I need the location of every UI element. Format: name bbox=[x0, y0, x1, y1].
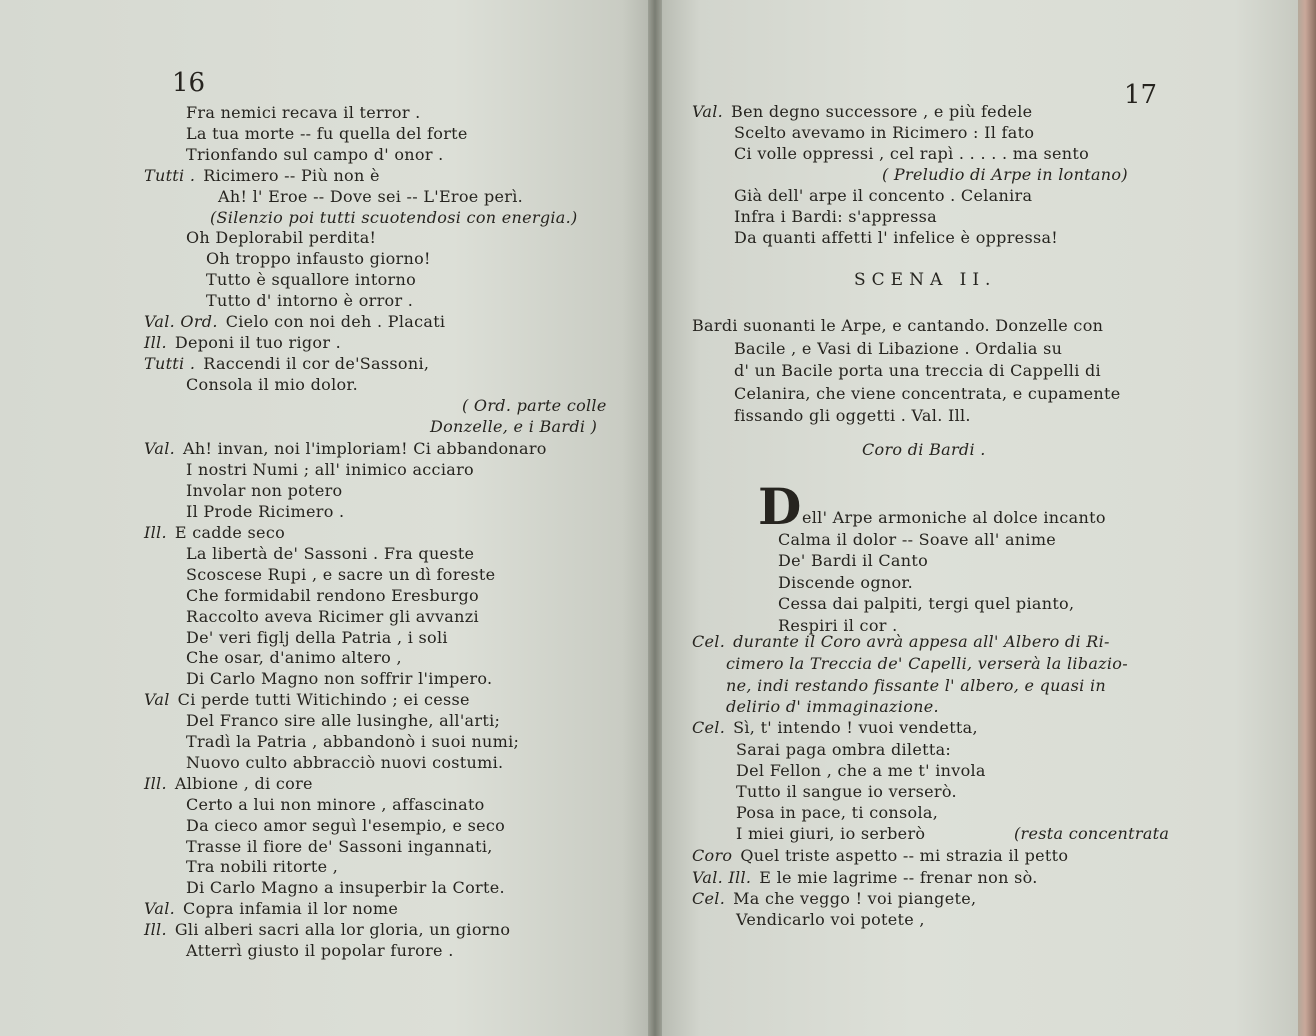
speaker-label: Val. Ord. bbox=[144, 312, 218, 331]
line-text: Ah! l' Eroe -- Dove sei -- L'Eroe perì. bbox=[218, 186, 524, 206]
chorus-line-3: Discende ognor. bbox=[778, 572, 913, 592]
line-text: I nostri Numi ; all' inimico acciaro bbox=[186, 460, 474, 480]
line-text: De' veri figlj della Patria , i soli bbox=[186, 627, 448, 647]
line-text: Trasse il fiore de' Sassoni ingannati, bbox=[186, 836, 493, 856]
left-line-11 bbox=[144, 333, 341, 352]
left-line-13 bbox=[186, 375, 358, 394]
left-line-15 bbox=[430, 417, 597, 436]
left-line-7 bbox=[206, 249, 431, 268]
left-line-6 bbox=[186, 228, 376, 247]
left-line-4 bbox=[218, 187, 523, 206]
left-line-14 bbox=[462, 396, 607, 415]
left-line-22 bbox=[186, 565, 495, 584]
left-line-26 bbox=[186, 648, 402, 667]
line-text: Donzelle, e i Bardi ) bbox=[430, 416, 598, 436]
right-bottom-line-3 bbox=[726, 697, 939, 716]
right-bottom-line-11 bbox=[692, 846, 1068, 865]
line-text: Albione , di core bbox=[174, 773, 313, 793]
stage-direction-line-4: fissando gli oggetti . Val. Ill. bbox=[734, 406, 971, 425]
right-bottom-line-5 bbox=[736, 740, 951, 759]
left-line-23 bbox=[186, 586, 479, 605]
chorus-line-4: Cessa dai palpiti, tergi quel pianto, bbox=[778, 594, 1075, 613]
line-text: Trionfando sul campo d' onor . bbox=[186, 144, 444, 164]
left-line-25 bbox=[186, 628, 448, 647]
line-text: Consola il mio dolor. bbox=[186, 374, 358, 394]
left-line-5 bbox=[210, 208, 578, 227]
speaker-label: Val bbox=[144, 690, 170, 710]
left-line-16 bbox=[144, 439, 547, 458]
page-number-right: 17 bbox=[1124, 80, 1158, 110]
line-text: Vendicarlo voi potete , bbox=[736, 910, 925, 929]
chorus-line-1: Calma il dolor -- Soave all' anime bbox=[778, 529, 1057, 549]
line-text: Da quanti affetti l' infelice è oppressa! bbox=[734, 228, 1059, 247]
right-bottom-line-9 bbox=[736, 824, 925, 843]
line-text: Ci perde tutti Witichindo ; ei cesse bbox=[177, 690, 470, 710]
stage-direction-line-3: Celanira, che viene concentrata, e cupamente bbox=[734, 383, 1121, 403]
speaker-label: Tutti . bbox=[144, 165, 196, 185]
left-line-2 bbox=[186, 145, 444, 164]
line-text: Fra nemici recava il terror . bbox=[186, 103, 421, 122]
left-line-32 bbox=[144, 774, 313, 793]
line-text: Già dell' arpe il concento . Celanira bbox=[734, 186, 1033, 205]
line-text: Oh Deplorabil perdita! bbox=[186, 228, 377, 248]
line-text: Posa in pace, ti consola, bbox=[736, 803, 939, 822]
line-text: Oh troppo infausto giorno! bbox=[206, 249, 431, 269]
speaker-label: Cel. bbox=[692, 889, 726, 908]
speaker-label: Val. bbox=[144, 899, 176, 919]
line-text: La libertà de' Sassoni . Fra queste bbox=[186, 543, 475, 563]
speaker-label: Coro bbox=[692, 846, 733, 865]
speaker-label: Ill. bbox=[144, 332, 167, 352]
right-bottom-line-7 bbox=[736, 782, 957, 801]
right-bottom-line-6 bbox=[736, 761, 986, 780]
left-line-18 bbox=[186, 481, 342, 500]
line-text: I miei giuri, io serberò bbox=[736, 824, 926, 843]
line-text: Sarai paga ombra diletta: bbox=[736, 740, 952, 759]
line-text: Deponi il tuo rigor . bbox=[174, 332, 342, 352]
left-line-35 bbox=[186, 837, 493, 856]
speaker-label: Val. Ill. bbox=[692, 868, 752, 887]
speaker-label: Val. bbox=[144, 439, 176, 459]
left-line-30 bbox=[186, 732, 519, 751]
page-edge bbox=[1298, 0, 1316, 1036]
line-text: Cielo con noi deh . Placati bbox=[225, 312, 446, 331]
line-text: ( Preludio di Arpe in lontano) bbox=[882, 165, 1128, 184]
right-top-line-1 bbox=[734, 123, 1034, 142]
left-line-24 bbox=[186, 607, 479, 626]
chorus-line-2: De' Bardi il Canto bbox=[778, 551, 929, 570]
line-text: Copra infamia il lor nome bbox=[183, 899, 399, 919]
speaker-label: Cel. bbox=[692, 632, 726, 651]
speaker-label: Ill. bbox=[144, 920, 167, 940]
speaker-label: Tutti . bbox=[144, 353, 196, 373]
left-line-28 bbox=[144, 690, 470, 709]
line-text: Di Carlo Magno a insuperbir la Corte. bbox=[186, 878, 505, 898]
stage-direction-line-0: Bardi suonanti le Arpe, e cantando. Donzelle con bbox=[692, 316, 1104, 335]
line-text: ( Ord. parte colle bbox=[462, 395, 607, 415]
left-line-40 bbox=[186, 941, 454, 960]
left-line-3 bbox=[144, 166, 380, 185]
line-text: durante il Coro avrà appesa all' Albero di Ri- bbox=[733, 632, 1110, 651]
speaker-label: Ill. bbox=[144, 523, 167, 542]
line-text: Sì, t' intendo ! vuoi vendetta, bbox=[733, 718, 978, 737]
line-text: Che osar, d'animo altero , bbox=[186, 648, 402, 668]
line-text: Tutto il sangue io verserò. bbox=[736, 782, 957, 801]
line-text: delirio d' immaginazione. bbox=[726, 697, 939, 716]
right-bottom-line-8 bbox=[736, 803, 938, 822]
line-text: Ben degno successore , e più fedele bbox=[731, 102, 1033, 121]
line-text: Ci volle oppressi , cel rapì . . . . . ma sento bbox=[734, 144, 1090, 163]
line-text: cimero la Treccia de' Capelli, verserà la libazio- bbox=[726, 654, 1128, 673]
line-text: Certo a lui non minore , affascinato bbox=[186, 794, 485, 814]
line-text: Raccendi il cor de'Sassoni, bbox=[203, 353, 430, 373]
right-top-line-6 bbox=[734, 228, 1058, 247]
speaker-label: Val. bbox=[692, 102, 724, 121]
line-text: Scoscese Rupi , e sacre un dì foreste bbox=[186, 564, 496, 584]
left-line-12 bbox=[144, 354, 429, 373]
line-text: La tua morte -- fu quella del forte bbox=[186, 123, 468, 143]
right-bottom-line-2 bbox=[726, 676, 1106, 695]
line-text: Il Prode Ricimero . bbox=[186, 502, 345, 522]
right-bottom-line-12 bbox=[692, 868, 1038, 887]
line-text: Da cieco amor seguì l'esempio, e seco bbox=[186, 815, 506, 835]
left-line-17 bbox=[186, 460, 474, 479]
left-page bbox=[0, 0, 648, 1036]
line-text: (Silenzio poi tutti scuotendosi con energia.) bbox=[210, 207, 578, 227]
drop-cap: D bbox=[758, 477, 802, 536]
left-line-9 bbox=[206, 291, 413, 310]
line-text: Tra nobili ritorte , bbox=[186, 857, 339, 877]
stage-direction-line-1: Bacile , e Vasi di Libazione . Ordalia su bbox=[734, 338, 1063, 358]
speaker-label: Ill. bbox=[144, 773, 167, 793]
book-gutter bbox=[648, 0, 662, 1036]
right-bottom-line-10 bbox=[1014, 824, 1169, 843]
right-top-line-0 bbox=[692, 102, 1032, 121]
line-text: Che formidabil rendono Eresburgo bbox=[186, 585, 479, 605]
scene-title: SCENA II. bbox=[854, 270, 997, 290]
line-text: E cadde seco bbox=[174, 523, 286, 542]
left-line-27 bbox=[186, 669, 492, 688]
right-top-line-5 bbox=[734, 207, 937, 226]
chorus-heading: Coro di Bardi . bbox=[862, 440, 986, 459]
right-top-line-3 bbox=[882, 165, 1128, 184]
left-line-34 bbox=[186, 816, 505, 835]
left-line-0 bbox=[186, 103, 421, 122]
line-text: Del Franco sire alle lusinghe, all'arti; bbox=[186, 711, 501, 731]
line-text: E le mie lagrime -- frenar non sò. bbox=[759, 868, 1038, 887]
line-text: Ricimero -- Più non è bbox=[203, 165, 380, 185]
line-text: Ma che veggo ! voi piangete, bbox=[733, 889, 977, 908]
line-text: Tutto d' intorno è orror . bbox=[206, 291, 414, 311]
right-page bbox=[662, 0, 1298, 1036]
line-text: Nuovo culto abbracciò nuovi costumi. bbox=[186, 752, 504, 772]
right-bottom-line-4 bbox=[692, 718, 978, 737]
right-bottom-line-1 bbox=[726, 654, 1128, 673]
line-text: Di Carlo Magno non soffrir l'impero. bbox=[186, 669, 493, 689]
stage-direction-line-2: d' un Bacile porta una treccia di Cappelli di bbox=[734, 361, 1101, 380]
left-line-33 bbox=[186, 795, 485, 814]
chorus-line-0: ell' Arpe armoniche al dolce incanto bbox=[802, 508, 1106, 527]
line-text: Gli alberi sacri alla lor gloria, un giorno bbox=[174, 920, 511, 940]
left-line-20 bbox=[144, 523, 285, 542]
left-line-37 bbox=[186, 878, 505, 897]
line-text: Atterrì giusto il popolar furore . bbox=[186, 941, 454, 960]
left-line-19 bbox=[186, 502, 344, 521]
right-top-line-2 bbox=[734, 144, 1089, 163]
line-text: Raccolto aveva Ricimer gli avvanzi bbox=[186, 606, 479, 626]
right-top-line-4 bbox=[734, 186, 1032, 205]
left-line-31 bbox=[186, 753, 503, 772]
line-text: Infra i Bardi: s'appressa bbox=[734, 207, 938, 226]
left-line-36 bbox=[186, 857, 338, 876]
left-line-10 bbox=[144, 312, 445, 331]
page-number-left: 16 bbox=[172, 68, 206, 98]
right-bottom-line-14 bbox=[736, 910, 925, 929]
chorus-line-5: Respiri il cor . bbox=[778, 615, 898, 635]
left-line-39 bbox=[144, 920, 510, 939]
line-text: Quel triste aspetto -- mi strazia il petto bbox=[740, 846, 1069, 865]
line-text: Tradì la Patria , abbandonò i suoi numi; bbox=[186, 732, 520, 751]
line-text: (resta concentrata bbox=[1014, 824, 1170, 843]
line-text: ne, indi restando fissante l' albero, e quasi in bbox=[726, 676, 1106, 695]
speaker-label: Cel. bbox=[692, 718, 726, 737]
line-text: Ah! invan, noi l'imploriam! Ci abbandonaro bbox=[183, 439, 547, 459]
line-text: Scelto avevamo in Ricimero : Il fato bbox=[734, 123, 1035, 142]
left-line-21 bbox=[186, 544, 474, 563]
left-line-29 bbox=[186, 711, 500, 730]
right-bottom-line-0 bbox=[692, 632, 1110, 651]
right-bottom-line-13 bbox=[692, 889, 976, 908]
line-text: Involar non potero bbox=[186, 481, 343, 501]
left-line-8 bbox=[206, 270, 416, 289]
left-line-1 bbox=[186, 124, 468, 143]
line-text: Del Fellon , che a me t' invola bbox=[736, 761, 986, 780]
left-line-38 bbox=[144, 899, 398, 918]
line-text: Tutto è squallore intorno bbox=[206, 270, 417, 290]
